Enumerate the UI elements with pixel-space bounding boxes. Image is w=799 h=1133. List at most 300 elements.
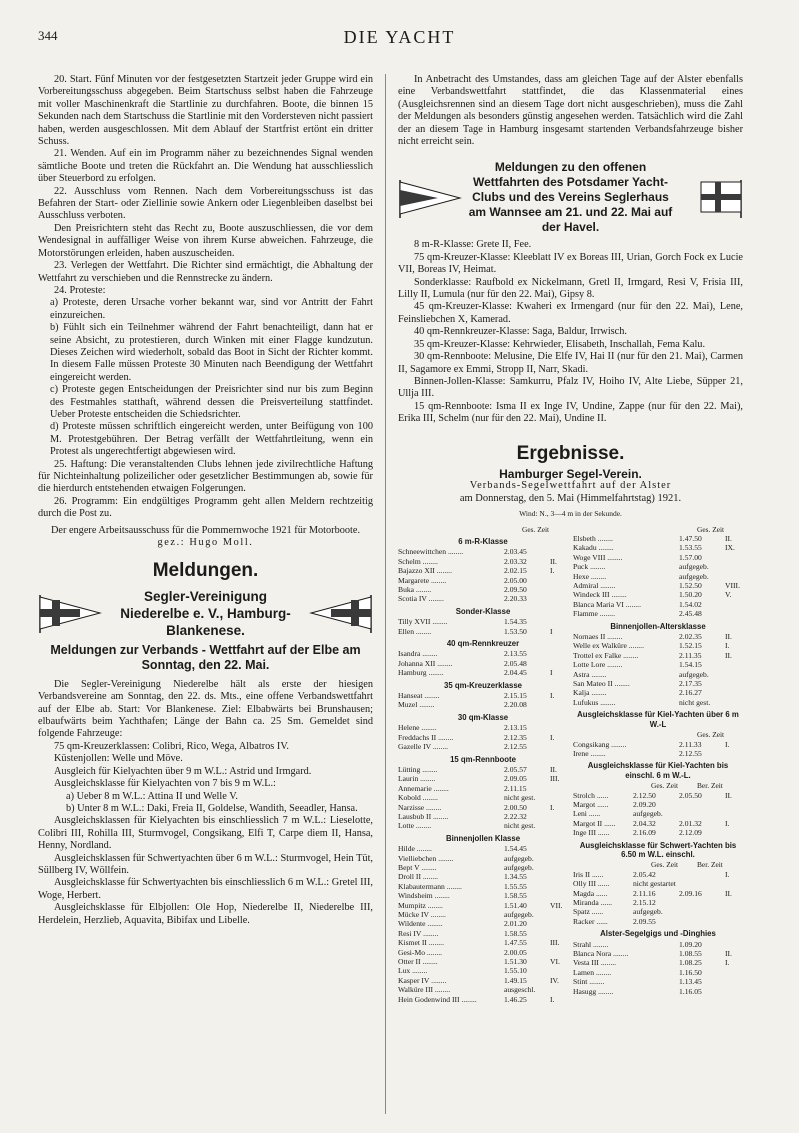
result-row bbox=[398, 995, 568, 1004]
result-header-row bbox=[573, 730, 743, 739]
yacht-place bbox=[725, 600, 743, 609]
yacht-time: 2.20.08 bbox=[504, 700, 527, 710]
yacht-time: 1.54.15 bbox=[679, 660, 702, 670]
yacht-time: 2.09.55 bbox=[633, 916, 656, 926]
yacht-place bbox=[550, 576, 568, 585]
yacht-name: Woge VIII ........ bbox=[573, 552, 623, 562]
yacht-place bbox=[550, 985, 568, 994]
yacht-place bbox=[550, 617, 568, 626]
potsdam-35qm: 35 qm-Kreuzer-Klasse: Kehrwieder, Elisabeth, Inschallah, Fema Kalu. bbox=[414, 338, 706, 350]
yacht-name: Spatz ...... bbox=[573, 907, 604, 917]
yacht-name: Lufukus ........ bbox=[573, 697, 616, 707]
header-ges-zeit: Ges. Zeit bbox=[651, 860, 679, 870]
result-row bbox=[573, 917, 743, 926]
header-ges-zeit: Ges. Zeit bbox=[651, 781, 679, 791]
yacht-time: 2.16.09 bbox=[633, 828, 656, 838]
yacht-name: Klabautermann ........ bbox=[398, 881, 462, 891]
protest-c: c) Proteste gegen Entscheidungen der Preisrichter sind nur bis zum Beginn des Festmahles statthaft, während dessen die Preisverteilung stattfindet. Ueber Proteste entscheiden die Schiedsrichter. bbox=[50, 384, 373, 420]
yacht-place bbox=[550, 966, 568, 975]
yacht-place: I. bbox=[725, 869, 730, 879]
para-wenden: 21. Wenden. Auf ein im Programm näher zu bezeichnendes Signal wenden sämtliche Boote und treten die Rückfahrt an. Die Wendung hat ausschliesslich über Steuerbord zu erfolgen. bbox=[38, 148, 373, 185]
yacht-name: Blanca Nora ........ bbox=[573, 949, 629, 959]
yacht-time: 1.52.15 bbox=[679, 641, 702, 651]
yacht-name: Resi IV ........ bbox=[398, 928, 439, 938]
yacht-time: 2.00.05 bbox=[504, 947, 527, 957]
yacht-place: I. bbox=[550, 566, 555, 576]
column-divider bbox=[385, 74, 386, 1114]
result-row bbox=[573, 800, 743, 809]
race-kiel7: Ausgleichsklassen für Kielyachten bis einschliesslich 7 m W.L.: Lieselotte, Colibri III, Rohilla III, Sturmvogel, Congsikang, Elfi T, Carpe diem II, Hansa, Henny, Nordland. bbox=[38, 815, 373, 852]
hsv-subtitle: Verbands-Segelwettfahrt auf der Alster bbox=[469, 480, 672, 492]
result-row bbox=[573, 641, 743, 650]
yacht-time: 2.05.48 bbox=[504, 658, 527, 668]
yacht-time: aufgegeb. bbox=[633, 907, 663, 917]
result-row bbox=[398, 742, 568, 751]
result-row bbox=[573, 651, 743, 660]
yacht-place: IV. bbox=[550, 975, 559, 985]
yacht-place: II. bbox=[725, 790, 732, 800]
yacht-name: Wildente ........ bbox=[398, 919, 443, 929]
yacht-place: VI. bbox=[550, 957, 560, 967]
results-table bbox=[398, 525, 743, 1005]
yacht-place: III. bbox=[550, 938, 560, 948]
yacht-name: Margot ...... bbox=[573, 799, 609, 809]
yacht-time: 2.17.35 bbox=[679, 679, 702, 689]
results-left-column bbox=[398, 525, 568, 1005]
yacht-time: 2.11.15 bbox=[504, 783, 527, 793]
yacht-name: Lotte ........ bbox=[398, 821, 432, 831]
result-row bbox=[398, 901, 568, 910]
yacht-place bbox=[550, 547, 568, 556]
yacht-time: aufgegeb. bbox=[679, 669, 709, 679]
yacht-place: I. bbox=[725, 818, 730, 828]
yacht-place bbox=[550, 649, 568, 658]
yacht-corrected-time bbox=[679, 898, 725, 907]
yacht-time: 1.53.55 bbox=[679, 543, 702, 553]
yacht-time: 2.15.12 bbox=[633, 898, 656, 907]
para-ausschluss: 22. Ausschluss vom Rennen. Nach dem Vorbereitungsschuss ist das Befahren der Start- oder Ziellinie sowie Ankern oder Liegenbleiben daselbst bei Ausschluss verboten. bbox=[38, 185, 373, 222]
yacht-place: I. bbox=[725, 641, 730, 651]
yacht-time: 1.54.35 bbox=[504, 617, 527, 627]
result-class-heading: Ausgleichsklasse für Schwert-Yachten bis 6.50 m W.L. einschl. bbox=[579, 840, 737, 859]
yacht-name: Margarete ........ bbox=[398, 575, 447, 585]
yacht-place: II. bbox=[725, 533, 732, 543]
yacht-place bbox=[725, 898, 743, 907]
yacht-name: Puck ........ bbox=[573, 562, 606, 572]
yacht-place bbox=[725, 828, 743, 837]
yacht-place bbox=[725, 809, 743, 818]
yacht-time: 2.11.35 bbox=[679, 650, 702, 660]
yacht-time: 2.12.55 bbox=[504, 742, 527, 752]
header-ber-zeit: Ber. Zeit bbox=[697, 860, 723, 870]
header-spacer bbox=[398, 525, 522, 534]
result-row bbox=[398, 957, 568, 966]
yacht-name: Gazelle IV ........ bbox=[398, 742, 449, 752]
result-row bbox=[398, 929, 568, 938]
yacht-name: Olly III ...... bbox=[573, 879, 610, 889]
results-right-column bbox=[573, 525, 743, 1005]
race-kreuzer: 75 qm-Kreuzerklassen: Colibri, Rico, Wega, Albatros IV. bbox=[54, 740, 290, 752]
potsdam-75qm: 75 qm-Kreuzer-Klasse: Kleeblatt IV ex Boreas III, Urian, Gorch Fock ex Lucie VII, Boreas IV, Heimat. bbox=[398, 251, 743, 276]
result-row bbox=[573, 572, 743, 581]
yacht-name: Otter II ........ bbox=[398, 957, 438, 967]
yacht-time: 2.20.33 bbox=[504, 594, 527, 604]
result-header-row bbox=[573, 860, 743, 869]
yacht-place bbox=[550, 910, 568, 919]
yacht-time: 2.00.50 bbox=[504, 802, 527, 812]
yacht-name: Welle ex Walküre ........ bbox=[573, 641, 644, 651]
yacht-name: Admiral ........ bbox=[573, 581, 616, 590]
yacht-time: 1.55.10 bbox=[504, 966, 527, 976]
page-number: 344 bbox=[38, 28, 58, 43]
yacht-name: Vielliebchen ........ bbox=[398, 853, 454, 863]
result-row bbox=[398, 976, 568, 985]
yacht-name: Magda ...... bbox=[573, 888, 608, 898]
yacht-place: I. bbox=[725, 958, 730, 968]
yacht-time: 2.13.15 bbox=[504, 723, 527, 733]
yacht-name: Lotte Lore ........ bbox=[573, 660, 623, 670]
yacht-place bbox=[725, 917, 743, 926]
result-row bbox=[398, 547, 568, 556]
yacht-time: 1.53.50 bbox=[504, 626, 527, 636]
para-start: 20. Start. Fünf Minuten vor der festgesetzten Startzeit jeder Gruppe wird ein Vorbereitungsschuss abgegeben. Beim Startschuss selbst haben die Fahrzeuge mit voller Maschinenkraft die Startlinie zu durchfahren. Boote, die binnen 15 Sekunden nach dem Startschuss die Startlinie mit den Vordersteven nicht passiert haben, werden ausgeschlossen. Mit dem Ablauf der Startfrist ertönt ein dritter Schuss. bbox=[38, 74, 373, 148]
yacht-name: Racker ...... bbox=[573, 916, 608, 926]
yacht-name: Scotia IV ........ bbox=[398, 594, 444, 604]
header-spacer bbox=[573, 860, 651, 869]
club-burgee-icon bbox=[38, 593, 102, 633]
yacht-time: 2.05.42 bbox=[633, 869, 656, 879]
yacht-name: Hasugg ........ bbox=[573, 986, 614, 996]
yacht-place bbox=[550, 723, 568, 732]
yacht-time: 1.52.50 bbox=[679, 581, 702, 590]
yacht-name: Buka ........ bbox=[398, 585, 432, 594]
result-row bbox=[398, 872, 568, 881]
yacht-place bbox=[725, 660, 743, 669]
result-row bbox=[573, 907, 743, 916]
yacht-time: 2.05.57 bbox=[504, 764, 527, 774]
ergebnisse-heading: Ergebnisse. bbox=[516, 442, 625, 464]
yacht-corrected-time bbox=[679, 870, 725, 879]
header-ges-zeit: Ges. Zeit bbox=[697, 730, 725, 740]
result-row bbox=[573, 968, 743, 977]
yacht-name: Hanseat ........ bbox=[398, 691, 440, 701]
yacht-time: 2.12.35 bbox=[504, 732, 527, 742]
yacht-place: I. bbox=[550, 994, 555, 1004]
yacht-time: 1.58.55 bbox=[504, 891, 527, 901]
yacht-place bbox=[725, 987, 743, 996]
result-row bbox=[398, 700, 568, 709]
yacht-time: aufgegeb. bbox=[679, 562, 709, 572]
result-row bbox=[573, 958, 743, 967]
result-row bbox=[573, 688, 743, 697]
result-row bbox=[573, 670, 743, 679]
result-class-heading: Ausgleichsklasse für Kiel-Yachten über 6 m W.-L bbox=[577, 710, 739, 729]
result-row bbox=[573, 600, 743, 609]
club-burgee-icon-right bbox=[309, 593, 373, 633]
yacht-place bbox=[550, 784, 568, 793]
yacht-time: 2.09.50 bbox=[504, 585, 527, 594]
yacht-corrected-time bbox=[679, 879, 725, 888]
yacht-place: I bbox=[550, 626, 553, 636]
yacht-name: Congsikang ........ bbox=[573, 739, 627, 749]
yacht-place: V. bbox=[725, 590, 732, 600]
yacht-time: 2.16.27 bbox=[679, 688, 702, 698]
result-row bbox=[398, 966, 568, 975]
result-row bbox=[398, 812, 568, 821]
signature-committee: Der engere Arbeitsausschuss für die Pommernwoche 1921 für Motorboote. bbox=[50, 524, 361, 536]
yacht-place: I. bbox=[550, 802, 555, 812]
result-header-row bbox=[398, 525, 568, 534]
yacht-time: nicht gest. bbox=[679, 697, 711, 707]
protest-a: a) Proteste, deren Ursache vorher bekannt war, sind vor Antritt der Fahrt einzureichen. bbox=[50, 297, 373, 321]
result-class-heading: 40 qm-Rennkreuzer bbox=[446, 639, 520, 649]
yacht-place: I. bbox=[550, 732, 555, 742]
yacht-name: Irene ........ bbox=[573, 748, 606, 758]
potsdam-title: Meldungen zu den offenen Wettfahrten des Potsdamer Yacht-Clubs und des Vereins Seglerhaus am Wannsee am 21. und 22. Mai auf der Havel. bbox=[468, 160, 673, 235]
wind-note: Wind: N., 3—4 m in der Sekunde. bbox=[519, 509, 622, 519]
yacht-time: nicht gest. bbox=[504, 821, 536, 831]
yacht-name: Margot II ...... bbox=[573, 818, 616, 828]
header-spacer bbox=[573, 781, 651, 790]
yacht-name: Ellen ........ bbox=[398, 626, 432, 636]
yacht-place bbox=[725, 553, 743, 562]
race-title: Meldungen zur Verbands - Wettfahrt auf der Elbe am Sonntag, den 22. Mai. bbox=[50, 642, 361, 672]
yacht-place bbox=[725, 907, 743, 916]
yacht-place bbox=[550, 659, 568, 668]
result-header-row bbox=[573, 525, 743, 534]
result-row bbox=[398, 723, 568, 732]
result-class-heading: Sonder-Klasse bbox=[455, 606, 511, 616]
yacht-time: 2.02.35 bbox=[679, 632, 702, 642]
yacht-place: II. bbox=[550, 556, 557, 566]
yacht-time: 2.09.20 bbox=[633, 799, 656, 809]
race-schwert-bis6: Ausgleichsklasse für Schwertyachten bis einschliesslich 6 m W.L.: Gretel III, Woge, Herbert. bbox=[38, 877, 373, 901]
result-row bbox=[573, 791, 743, 800]
yacht-place bbox=[550, 793, 568, 802]
result-row bbox=[398, 557, 568, 566]
yacht-time: 2.01.20 bbox=[504, 919, 527, 929]
yacht-name: Narzisse ........ bbox=[398, 802, 442, 812]
result-class-heading: 35 qm-Kreuzerklasse bbox=[443, 680, 522, 690]
result-class-heading: Binnenjollen Klasse bbox=[445, 833, 521, 843]
yacht-time: 2.09.05 bbox=[504, 774, 527, 784]
yacht-name: Windsheim ........ bbox=[398, 891, 450, 901]
potsdam-45qm: 45 qm-Kreuzer-Klasse: Kwaheri ex Irmengard (nur für den 22. Mai), Lene, Feinsliebchen X, Kamerad. bbox=[398, 301, 743, 325]
yacht-time: 2.15.15 bbox=[504, 691, 527, 701]
yacht-place bbox=[550, 891, 568, 900]
signature-name: gez.: Hugo Moll. bbox=[157, 537, 254, 549]
yacht-name: Johanna XII ........ bbox=[398, 658, 453, 668]
yacht-name: Droll II ........ bbox=[398, 872, 439, 882]
cross-flag-icon bbox=[679, 178, 743, 218]
result-row bbox=[398, 617, 568, 626]
yacht-time: 2.03.32 bbox=[504, 556, 527, 566]
yacht-place: II. bbox=[725, 650, 732, 660]
yacht-corrected-time bbox=[679, 809, 725, 818]
yacht-time: 2.05.00 bbox=[504, 575, 527, 585]
yacht-place bbox=[550, 821, 568, 830]
yacht-name: Hilde ........ bbox=[398, 844, 432, 854]
yacht-name: Muzel ........ bbox=[398, 700, 435, 710]
result-row bbox=[573, 819, 743, 828]
potsdam-30qm: 30 qm-Rennboote: Melusine, Die Elfe IV, Hai II (nur für den 21. Mai), Carmen II, Sagamore ex Emmi, Stropp II, Narr, Skadi. bbox=[398, 351, 743, 375]
yacht-place bbox=[550, 844, 568, 853]
yacht-time: 2.04.45 bbox=[504, 668, 527, 678]
yacht-name: Laurin ........ bbox=[398, 774, 436, 784]
yacht-time: 2.13.55 bbox=[504, 649, 527, 659]
yacht-name: Lamen ........ bbox=[573, 967, 612, 977]
yacht-place bbox=[725, 679, 743, 688]
yacht-name: Schelm ........ bbox=[398, 556, 438, 566]
yacht-time: 1.09.20 bbox=[679, 939, 702, 949]
yacht-name: Iris II ...... bbox=[573, 869, 604, 879]
result-row bbox=[573, 870, 743, 879]
yacht-place bbox=[725, 800, 743, 809]
header-ges-zeit: Ges. Zeit bbox=[522, 524, 550, 534]
yacht-name: Blanca Maria VI ........ bbox=[573, 599, 641, 609]
header-ber-zeit: Ber. Zeit bbox=[697, 781, 723, 791]
result-row bbox=[398, 882, 568, 891]
yacht-place bbox=[550, 812, 568, 821]
para-preisrichter: Den Preisrichtern steht das Recht zu, Boote auszuschliessen, die vor dem Wendesignal in auffälliger Weise von ihrem Kurse abweichen. Fahrzeuge, die Motorstörungen erleiden, haben auszuscheiden. bbox=[38, 222, 373, 259]
alster-intro: In Anbetracht des Umstandes, dass am gleichen Tage auf der Alster ebenfalls eine Verbandswettfahrt stattfindet, die das Klassenmaterial eines (Ausgleichsrennen sind an diesem Tage dort nicht ausgeschrieben), muss die Zahl der Meldungen als besonders günstig angesehen werden. Tatsächlich wird die Zahl der an diesem Tage in Hamburg insgesamt startenden Verbandsfahrzeuge bisher nicht erreicht sein. bbox=[398, 74, 743, 148]
yacht-time: 2.03.45 bbox=[504, 547, 527, 557]
yacht-name: Stint ........ bbox=[573, 977, 605, 987]
result-row bbox=[398, 659, 568, 668]
para-programm: 26. Programm: Ein endgültiges Programm geht allen Meldern rechtzeitig durch die Post zu. bbox=[38, 495, 373, 520]
yacht-time: 1.16.05 bbox=[679, 986, 702, 996]
yacht-place: III. bbox=[550, 774, 560, 784]
result-row bbox=[573, 609, 743, 618]
yacht-place: I. bbox=[725, 739, 730, 749]
yacht-time: 2.11.16 bbox=[633, 888, 656, 898]
yacht-time: 1.54.02 bbox=[679, 599, 702, 609]
result-row bbox=[573, 679, 743, 688]
result-row bbox=[398, 919, 568, 928]
sub-item-a: a) Ueber 8 m W.L.: Attina II und Welle V. bbox=[66, 790, 238, 802]
protest-b: b) Fühlt sich ein Teilnehmer während der Fahrt benachteiligt, dann hat er seine Absicht, zu protestieren, durch Winken mit einer Flagge kundzutun. Dieses Zeichen wird wiederholt, sobald das Boot in Sicht der Richter kommt. In diesem Falle müssen Proteste 30 Minuten nach Beendigung der Wettfahrt eingereicht werden. bbox=[50, 322, 373, 383]
result-row bbox=[398, 649, 568, 658]
yacht-place bbox=[550, 919, 568, 928]
result-row bbox=[573, 590, 743, 599]
yacht-time: ausgeschl. bbox=[504, 985, 536, 995]
yacht-name: Kismet II ........ bbox=[398, 938, 444, 948]
race-schwert6: Ausgleichsklassen für Schwertyachten über 6 m W.L.: Sturmvogel, Hein Tüt, Süllberg IV, Wöllfein. bbox=[38, 852, 373, 876]
result-row bbox=[398, 784, 568, 793]
result-row bbox=[573, 898, 743, 907]
hsv-title: Hamburger Segel-Verein. bbox=[499, 466, 642, 481]
yacht-name: Flamme ........ bbox=[573, 609, 615, 619]
result-row bbox=[573, 660, 743, 669]
yacht-name: Hein Godenwind III ........ bbox=[398, 994, 477, 1004]
yacht-name: Isandra ........ bbox=[398, 649, 438, 659]
yacht-name: Lausbub II ........ bbox=[398, 811, 449, 821]
yacht-place bbox=[550, 948, 568, 957]
header-spacer bbox=[573, 525, 697, 534]
yacht-name: Hamburg ........ bbox=[398, 668, 444, 678]
club-title: Segler-Vereinigung Niederelbe e. V., Hamburg-Blankenese. bbox=[120, 588, 291, 638]
potsdam-40qm: 40 qm-Rennkreuzer-Klasse: Saga, Baldur, Irrwisch. bbox=[414, 326, 627, 338]
result-row bbox=[398, 854, 568, 863]
yacht-time: 1.54.45 bbox=[504, 844, 527, 854]
yacht-corrected-time bbox=[679, 907, 725, 916]
yacht-place bbox=[550, 585, 568, 594]
result-row bbox=[573, 977, 743, 986]
result-row bbox=[398, 863, 568, 872]
result-class-heading: Binnenjollen-Altersklasse bbox=[610, 621, 706, 631]
yacht-name: Astra ........ bbox=[573, 669, 607, 679]
result-row bbox=[398, 844, 568, 853]
yacht-name: Bajazzo XII ........ bbox=[398, 566, 452, 576]
yacht-time: 2.04.32 bbox=[633, 818, 656, 828]
yacht-time: 1.16.50 bbox=[679, 967, 702, 977]
yacht-place bbox=[725, 609, 743, 618]
yacht-name: Leni ...... bbox=[573, 809, 601, 819]
yacht-corrected-time: 2.05.50 bbox=[679, 790, 702, 800]
yacht-corrected-time bbox=[679, 800, 725, 809]
yacht-time: 2.12.55 bbox=[679, 748, 702, 758]
hsv-date: am Donnerstag, den 5. Mai (Himmelfahrtstag) 1921. bbox=[459, 492, 682, 504]
yacht-time: 1.47.50 bbox=[679, 533, 702, 543]
yacht-name: Mücke IV ........ bbox=[398, 910, 446, 919]
sub-item-b: b) Unter 8 m W.L.: Daki, Freia II, Goldelse, Wandith, Seeadler, Hansa. bbox=[66, 802, 358, 814]
result-class-heading: Alster-Segelgigs und -Dinghies bbox=[600, 929, 716, 939]
yacht-name: Kakadu ........ bbox=[573, 543, 614, 553]
yacht-place bbox=[550, 929, 568, 938]
result-row bbox=[573, 987, 743, 996]
result-row bbox=[398, 803, 568, 812]
result-row bbox=[573, 889, 743, 898]
yacht-place bbox=[725, 879, 743, 888]
yacht-place bbox=[550, 594, 568, 603]
yacht-time: 1.57.00 bbox=[679, 552, 702, 562]
potsdam-15qm: 15 qm-Rennboote: Isma II ex Inge IV, Undine, Zappe (nur für den 22. Mai), Erika III, Schelm (nur für den 22. Mai), Undine II. bbox=[398, 400, 743, 425]
result-row bbox=[398, 668, 568, 677]
yacht-time: aufgegeb. bbox=[504, 862, 534, 872]
result-row bbox=[573, 562, 743, 571]
yacht-place bbox=[550, 882, 568, 891]
race-kuestenjollen: Küstenjollen: Welle und Möve. bbox=[54, 753, 183, 765]
result-class-heading: Ausgleichsklasse für Kiel-Yachten bis einschl. 6 m W.-L. bbox=[587, 761, 729, 780]
yacht-place bbox=[725, 749, 743, 758]
yacht-name: Lütting ........ bbox=[398, 764, 438, 774]
result-row bbox=[398, 891, 568, 900]
potsdam-binnenjollen: Binnen-Jollen-Klasse: Samkurru, Pfalz IV, Hoiho IV, Alte Liebe, Süpper 21, Ullja III. bbox=[398, 375, 743, 400]
yacht-time: 1.51.40 bbox=[504, 900, 527, 910]
protest-d: d) Proteste müssen schriftlich eingereicht werden, unter Beifügung von 100 M. Protestgebühren. Der Betrag verfällt der Wettfahrtleitung, wenn ein Protest als ungerechtfertigt abgewiesen wird. bbox=[50, 421, 373, 458]
para-haftung: 25. Haftung: Die veranstaltenden Clubs lehnen jede zivilrechtliche Haftung für Nichteinhaltung polizeilicher oder gesetzlicher Bestimmungen ab, sowie für die hierdurch entstehenden etwaigen Folgerungen. bbox=[38, 458, 373, 495]
right-column bbox=[398, 74, 743, 1004]
yacht-place: VII. bbox=[550, 900, 563, 910]
left-column bbox=[38, 74, 373, 927]
yacht-name: Lux ........ bbox=[398, 966, 428, 976]
yacht-time: 1.34.55 bbox=[504, 872, 527, 882]
result-row bbox=[573, 879, 743, 888]
yacht-time: 1.58.55 bbox=[504, 928, 527, 938]
yacht-name: Vesta III ........ bbox=[573, 958, 617, 968]
race-kiel9: Ausgleich für Kielyachten über 9 m W.L.: Astrid und Irmgard. bbox=[54, 765, 312, 777]
potsdam-header bbox=[398, 160, 743, 235]
yacht-name: Strahl ........ bbox=[573, 939, 609, 949]
yacht-place bbox=[725, 940, 743, 949]
yacht-name: Hexe ........ bbox=[573, 571, 607, 581]
yacht-place: IX. bbox=[725, 543, 735, 553]
yacht-name: Mumpitz ........ bbox=[398, 900, 443, 910]
yacht-time: 1.08.25 bbox=[679, 958, 702, 968]
yacht-corrected-time: 2.01.32 bbox=[679, 818, 702, 828]
yacht-place bbox=[550, 700, 568, 709]
result-row bbox=[573, 543, 743, 552]
